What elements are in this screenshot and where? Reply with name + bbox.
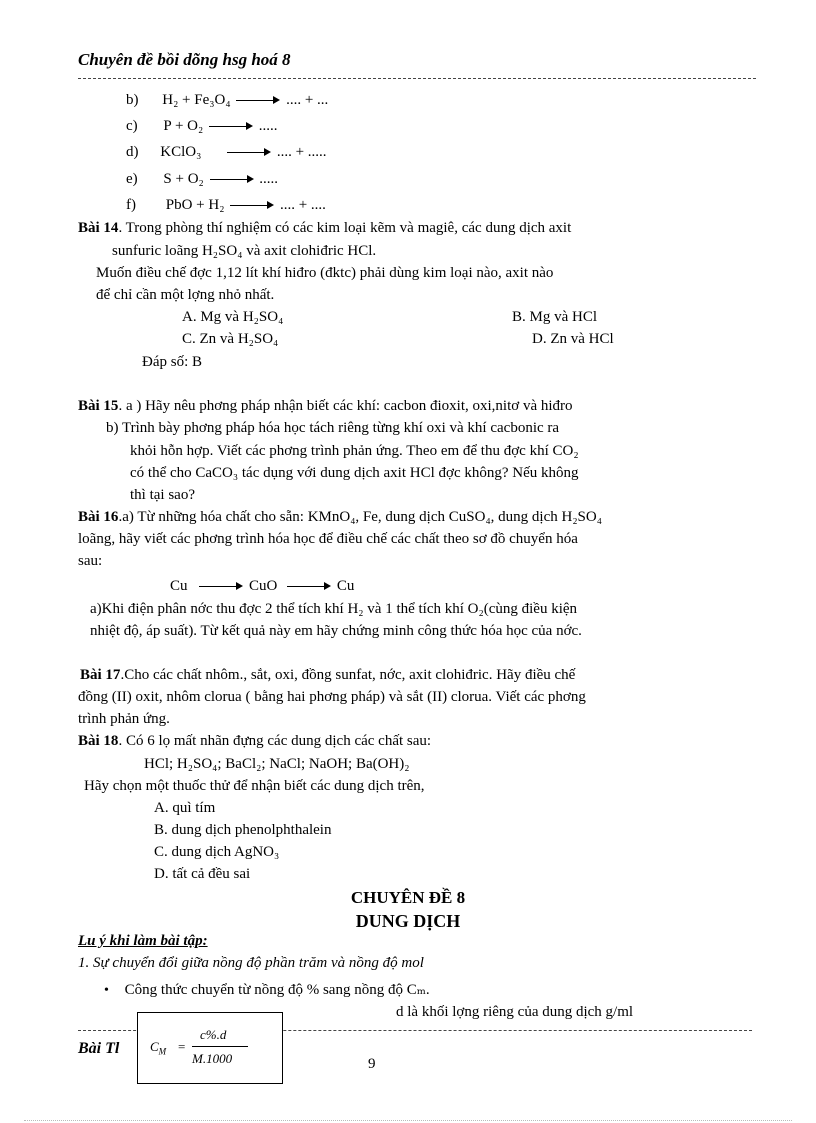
exercise-14-line-4: để chỉ cần một lợng nhỏ nhất. xyxy=(96,287,275,303)
eq-label: f) xyxy=(126,197,136,213)
equation-b xyxy=(126,92,328,109)
exercise-15-line-5: thì tại sao? xyxy=(130,487,195,503)
exercise-text: . a ) Hãy nêu phơng pháp nhận biết các khí: cacbon đioxit, oxi,nitơ và hiđro xyxy=(118,398,573,414)
option-b: B. Mg và HCl xyxy=(512,309,598,325)
exercise-14-line-1 xyxy=(78,220,571,237)
eq-left: S + O₂ xyxy=(163,171,204,187)
exercise-text: .Cho các chất nhôm., sắt, oxi, đồng sunfat, nớc, axit clohiđric. Hãy điều chế xyxy=(120,667,576,683)
formula-lhs xyxy=(150,1039,166,1057)
option-c: C. dung dịch AgNO₃ xyxy=(154,844,280,860)
eq-label: e) xyxy=(126,171,138,187)
exercise-number: Bài 16 xyxy=(78,509,119,525)
exercise-number: Bài 18 xyxy=(78,733,119,749)
equation-d xyxy=(126,144,327,161)
eq-right: .... + ..... xyxy=(276,144,327,160)
formula-numerator: c%.d xyxy=(200,1027,227,1042)
eq-left: PbO + H₂ xyxy=(165,197,225,213)
scheme-item: CuO xyxy=(249,578,278,594)
eq-right: .... + .... xyxy=(279,197,326,213)
notes-item-1: 1. Sự chuyển đổi giữa nồng độ phần trăm và nồng độ mol xyxy=(78,955,424,971)
formula-denominator: M.1000 xyxy=(192,1051,233,1066)
eq-label: d) xyxy=(126,144,139,160)
notes-heading: Lu ý khi làm bài tập: xyxy=(78,933,208,949)
eq-label: b) xyxy=(126,92,139,108)
exercise-18-line-3: Hãy chọn một thuốc thử để nhận biết các dung dịch trên, xyxy=(84,778,425,794)
formula-equals: = xyxy=(178,1039,186,1054)
right-arrow-icon xyxy=(236,96,280,106)
formula-lhs-symbol: C xyxy=(150,1039,159,1054)
chapter-title: CHUYÊN ĐỀ 8 xyxy=(350,888,466,907)
equation-e xyxy=(126,171,278,188)
scheme-item: Cu xyxy=(170,578,188,594)
equation-f xyxy=(126,197,326,214)
exercise-17-line-3: trình phản ứng. xyxy=(78,711,170,727)
fraction-bar xyxy=(192,1046,248,1047)
exercise-text: . Trong phòng thí nghiệm có các kim loại kẽm và magiê, các dung dịch axit xyxy=(118,220,572,236)
exercise-18-chemicals: HCl; H₂SO₄; BaCl₂; NaCl; NaOH; Ba(OH)₂ xyxy=(144,756,410,772)
exercise-number: Bài 14 xyxy=(78,220,119,236)
exercise-15-line-3: khỏi hỗn hợp. Viết các phơng trình phản ứng. Theo em để thu đợc khí CO₂ xyxy=(130,443,579,459)
bullet-text: Công thức chuyển từ nồng độ % sang nồng độ Cₘ. xyxy=(124,982,430,998)
density-note: d là khối lợng riêng của dung dịch g/ml xyxy=(396,1004,634,1020)
chapter-subtitle: DUNG DỊCH xyxy=(355,911,461,931)
formula-box xyxy=(137,1012,283,1084)
option-a: A. quì tím xyxy=(154,800,216,816)
scheme-item: Cu xyxy=(336,578,355,594)
option-d: D. tất cả đều sai xyxy=(154,866,251,882)
exercise-14-line-2: sunfuric loãng H₂SO₄ và axit clohiđric HCl. xyxy=(112,243,377,259)
eq-right: ..... xyxy=(259,171,279,187)
eq-label: c) xyxy=(126,118,138,134)
exercise-number: Bài 17 xyxy=(80,667,121,683)
option-d: D. Zn và HCl xyxy=(532,331,614,347)
option-a: A. Mg và H₂SO₄ xyxy=(182,309,284,325)
right-arrow-icon xyxy=(199,582,243,592)
eq-right: .... + ... xyxy=(286,92,329,108)
right-arrow-icon xyxy=(230,201,274,211)
eq-left: KClO₃ xyxy=(160,144,202,160)
exercise-16-line-1 xyxy=(78,509,602,526)
conversion-scheme xyxy=(170,578,354,595)
exercise-16-line-5: nhiệt độ, áp suất). Từ kết quả này em hãy chứng minh công thức hóa học của nớc. xyxy=(90,623,582,639)
page-bottom-border xyxy=(24,1120,792,1121)
eq-left: P + O₂ xyxy=(163,118,204,134)
bullet-icon: • xyxy=(104,983,109,998)
exercise-15-line-4: có thể cho CaCO₃ tác dụng với dung dịch axit HCl đợc không? Nếu không xyxy=(130,465,579,481)
exercise-text: .a) Từ những hóa chất cho sẵn: KMnO₄, Fe, dung dịch CuSO₄, dung dịch H₂SO₄ xyxy=(118,509,602,525)
eq-right: ..... xyxy=(258,118,278,134)
equation-c xyxy=(126,118,277,135)
option-b: B. dung dịch phenolphthalein xyxy=(154,822,332,838)
right-arrow-icon xyxy=(227,148,271,158)
right-arrow-icon xyxy=(209,122,253,132)
right-arrow-icon xyxy=(287,582,331,592)
page-header-title: Chuyên đề bồi dõng hsg hoá 8 xyxy=(78,50,291,69)
eq-left: H₂ + Fe₃O₄ xyxy=(162,92,231,108)
exercise-17-line-1 xyxy=(78,667,575,684)
formula-lhs-sub: M xyxy=(158,1046,167,1057)
footer-label: Bài Tl xyxy=(78,1040,120,1057)
exercise-text: . Có 6 lọ mất nhãn đựng các dung dịch các chất sau: xyxy=(118,733,432,749)
exercise-15-line-2: b) Trình bày phơng pháp hóa học tách riêng từng khí oxi và khí cacbonic ra xyxy=(106,420,560,436)
exercise-17-line-2: đồng (II) oxit, nhôm clorua ( bằng hai phơng pháp) và sắt (II) clorua. Viết các phơng xyxy=(78,689,586,705)
exercise-18-line-1 xyxy=(78,733,431,750)
right-arrow-icon xyxy=(210,175,254,185)
header-rule xyxy=(78,78,756,79)
exercise-16-line-3: sau: xyxy=(78,553,103,569)
answer: Đáp số: B xyxy=(142,354,202,370)
exercise-number: Bài 15 xyxy=(78,398,119,414)
exercise-15-line-1 xyxy=(78,398,573,415)
page-number: 9 xyxy=(368,1056,376,1072)
option-c: C. Zn và H₂SO₄ xyxy=(182,331,279,347)
exercise-16-line-2: loãng, hãy viết các phơng trình hóa học để điều chế các chất theo sơ đồ chuyển hóa xyxy=(78,531,578,547)
bullet-item xyxy=(104,980,430,999)
exercise-16-line-4: a)Khi điện phân nớc thu đợc 2 thể tích khí H₂ và 1 thể tích khí O₂(cùng điều kiện xyxy=(90,601,578,617)
exercise-14-line-3: Muốn điều chế đợc 1,12 lít khí hiđro (đktc) phải dùng kim loại nào, axit nào xyxy=(96,265,554,281)
